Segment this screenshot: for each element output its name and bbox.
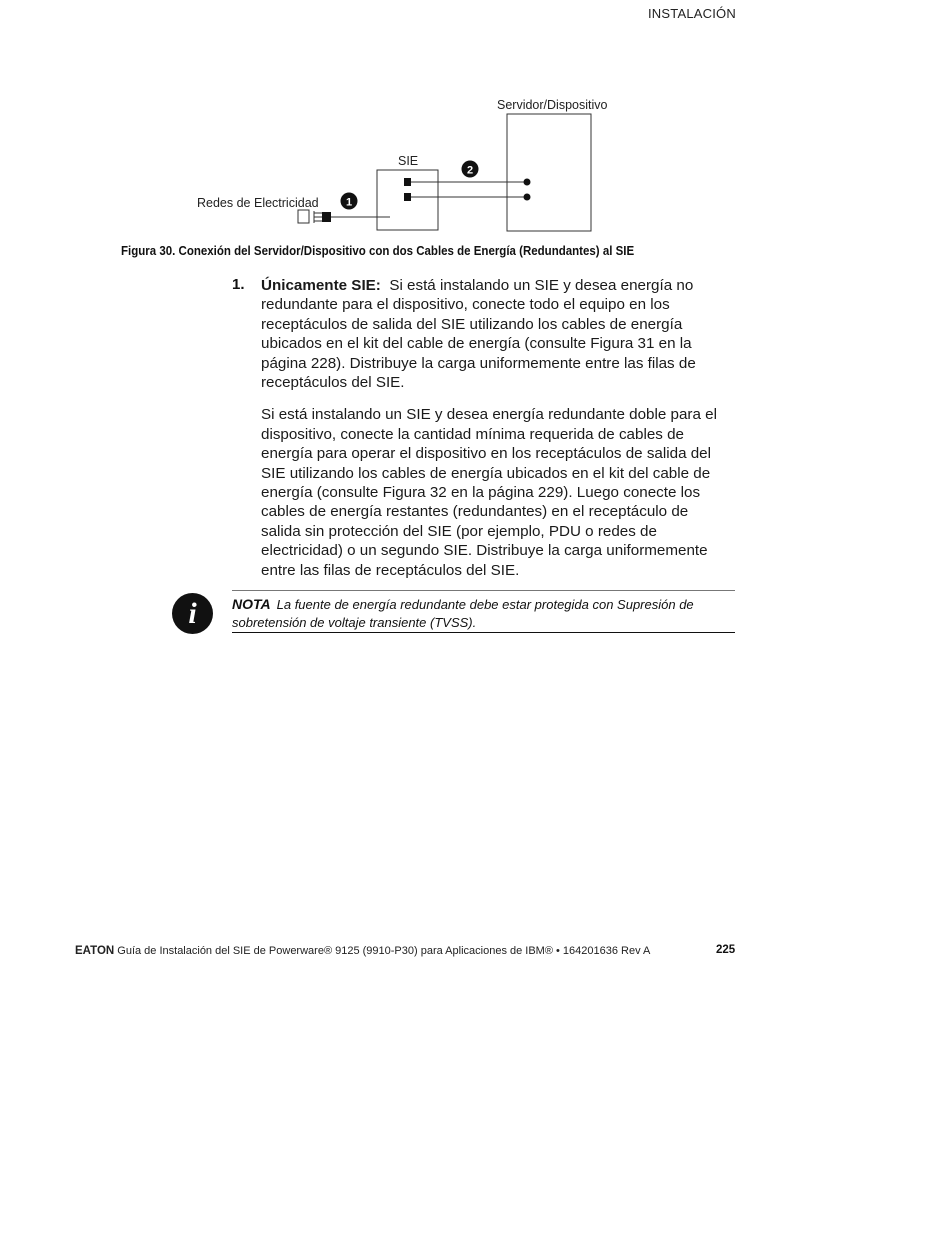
figure-caption: Figura 30. Conexión del Servidor/Dispositivo con dos Cables de Energía (Redundantes) al SIE xyxy=(121,244,635,258)
note-text: La fuente de energía redundante debe estar protegida con Supresión de sobretensión de voltaje transiente (TVSS). xyxy=(232,597,694,630)
utility-outlet xyxy=(298,210,309,223)
footer-text: Guía de Instalación del SIE de Powerware® 9125 (9910-P30) para Aplicaciones de IBM® • 164201636 Rev A xyxy=(117,945,651,957)
note-box xyxy=(232,590,735,633)
footer-brand: EATON xyxy=(75,945,115,957)
connection-diagram xyxy=(0,0,950,260)
callout-1-number: 1 xyxy=(345,196,353,209)
note xyxy=(172,590,736,636)
step-paragraph-1 xyxy=(261,276,731,392)
server-inlet-1 xyxy=(524,179,531,186)
footer xyxy=(75,945,650,957)
step-text-1: Si está instalando un SIE y desea energía no redundante para el dispositivo, conecte todo el equipo en los receptáculos de salida del SIE utilizando los cables de energía ubicados en el kit del cable de energía (consulte Figura 31 en la página 228). Distribuye la carga uniformemente entre las filas de receptáculos del SIE. xyxy=(261,277,696,392)
step-body xyxy=(261,276,731,593)
server-label: Servidor/Dispositivo xyxy=(497,98,608,112)
server-inlet-2 xyxy=(524,194,531,201)
header-section-title: INSTALACIÓN xyxy=(648,6,736,21)
ups-label: SIE xyxy=(398,154,419,168)
step-number: 1. xyxy=(232,276,245,293)
step-title: Únicamente SIE: xyxy=(261,277,381,294)
plug-body xyxy=(322,212,331,222)
server-box xyxy=(507,114,591,231)
ups-receptacle-1 xyxy=(404,178,411,186)
utility-label: Redes de Electricidad xyxy=(197,196,319,210)
info-icon: i xyxy=(172,593,213,634)
step-paragraph-2: Si está instalando un SIE y desea energía redundante doble para el dispositivo, conecte la cantidad mínima requerida de cables de energía para operar el dispositivo en los receptáculos de salida del SIE utilizando los cables de energía ubicados en el kit del cable de energía (consulte Figura 32 en la página 229). Luego conecte los cables de energía restantes (redundantes) en el receptáculo de salida sin protección del SIE (por ejemplo, PDU o redes de electricidad) o un segundo SIE. Distribuye la carga uniformemente entre las filas de receptáculos del SIE. xyxy=(261,406,717,579)
callout-2-number: 2 xyxy=(466,164,474,177)
ups-receptacle-2 xyxy=(404,193,411,201)
page-number: 225 xyxy=(716,944,736,956)
note-label: NOTA xyxy=(232,596,271,612)
